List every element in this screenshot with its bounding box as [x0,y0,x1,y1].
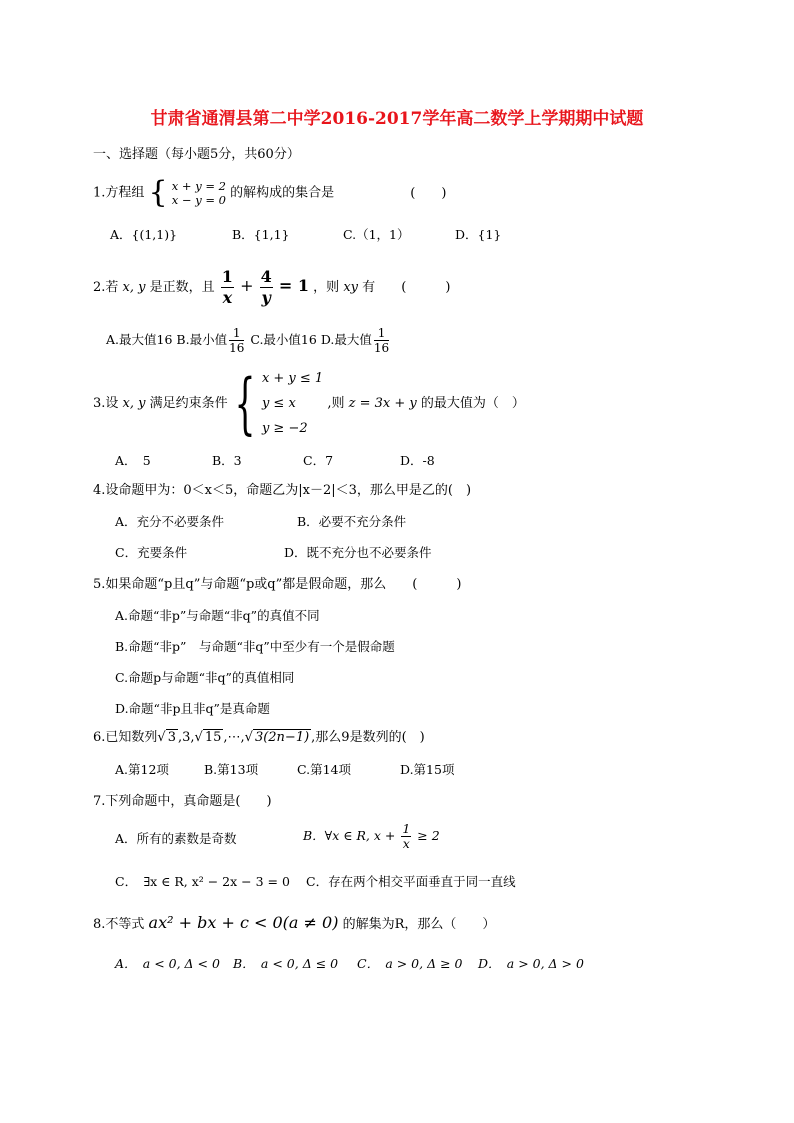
q2-option-b: B.最小值 [176,332,228,347]
q6-option-d: D.第15项 [400,762,455,777]
q1-option-b: B．{1,1} [232,227,290,242]
q6-sqrt-1: 3 [167,730,176,745]
question-6 [93,729,425,747]
q2-xy: xy [343,280,358,295]
q7-option-b-den: x [402,836,410,851]
q2-fraction-1-num: 1 [221,267,233,286]
q5-option-d: D.命题“非p且非q”是真命题 [115,701,270,716]
q8-prefix: 8.不等式 [93,917,145,932]
question-7: 7.下列命题中，真命题是( ) [93,794,272,809]
q2-option-b-num: 1 [229,326,244,341]
q2-fraction-1-den: x [222,288,233,307]
q7-option-c-1: C． ∃x ∈ R, x² − 2x − 3 = 0 [115,874,290,889]
question-5: 5.如果命题“p且q”与命题“p或q”都是假命题，那么 ( ) [93,577,462,592]
q6-sqrt-2: 15 [204,730,222,745]
q2-option-d: D.最大值 [320,332,372,347]
question-2 [93,267,450,308]
q2-option-d-fraction [374,326,389,355]
q7-option-c-2: C．存在两个相交平面垂直于同一直线 [306,874,516,889]
q1-suffix: 的解构成的集合是 [230,185,335,201]
q7-option-a: A．所有的素数是奇数 [115,831,237,846]
q5-option-a: A.命题“非p”与命题“非q”的真值不同 [115,608,320,623]
q3-objective-prefix: ,则 [327,396,345,411]
q3-option-a: A． 5 [115,453,151,468]
q2-fraction-2 [260,267,273,308]
q2-suffix-a: ，则 [313,280,340,295]
q1-prefix: 1.方程组 [93,185,145,201]
q3-constraint-3: y ≥ −2 [261,421,308,436]
q2-option-d-den: 16 [373,341,390,355]
q8-expression: ax² + bx + c < 0(a ≠ 0) [148,913,339,932]
q8-option-d: D． a > 0, Δ > 0 [478,956,584,971]
q2-option-b-fraction [229,326,244,355]
q6-option-a: A.第12项 [115,762,169,777]
q1-equation-system [172,179,226,207]
q6-prefix: 6.已知数列 [93,730,158,745]
q8-option-b: B． a < 0, Δ ≤ 0 [233,956,339,971]
q2-vars: x, y [122,280,146,295]
q2-option-b-den: 16 [229,341,245,355]
question-4: 4.设命题甲为：0＜x＜5，命题乙为|x－2|＜3，那么甲是乙的( ) [93,483,472,498]
q7-option-b-num: 1 [402,821,411,836]
q1-option-c: C.（1，1） [343,227,410,242]
q1-equation-2: x − y = 0 [171,193,226,207]
question-8 [93,914,495,934]
q2-option-d-num: 1 [374,326,389,341]
q2-suffix-b: 有 [362,280,376,295]
q4-option-d: D．既不充分也不必要条件 [284,545,432,560]
q3-constraint-2: y ≤ x [261,396,296,411]
q3-option-b: B．3 [212,453,242,468]
q2-prefix: 2.若 [93,280,119,295]
q6-mid-1: ,3, [177,730,195,745]
q1-answer-paren: ( ) [410,185,447,201]
q2-option-a: A.最大值16 [106,332,173,347]
q7-option-b-pre: B．∀x ∈ R, x + [303,828,396,843]
q5-option-b: B.命题“非p” 与命题“非q”中至少有一个是假命题 [115,639,395,654]
q1-option-a: A．{(1,1)} [110,227,178,242]
q6-suffix: ,那么9是数列的( ) [311,730,425,745]
q6-sqrt-3: 3(2n−1) [254,730,310,745]
q3-prefix: 3.设 [93,396,119,411]
q4-option-c: C．充要条件 [115,545,188,560]
question-3 [93,366,525,441]
q7-option-b [303,822,440,851]
sqrt-icon: √ [244,730,253,745]
q3-objective: z = 3x + y [348,396,417,411]
q8-option-a: A． a < 0, Δ < 0 [115,956,220,971]
brace-icon: { [148,175,168,210]
q6-option-c: C.第14项 [297,762,351,777]
q7-option-b-post: ≥ 2 [417,828,440,843]
q3-vars: x, y [122,396,146,411]
q3-option-c: C．7 [303,453,334,468]
q4-option-b: B．必要不充分条件 [297,514,407,529]
q3-mid: 满足约束条件 [149,396,228,411]
big-brace-icon: { [234,364,256,442]
q1-option-d: D．{1} [455,227,502,242]
q2-fraction-1 [221,267,234,308]
sqrt-icon: √ [194,730,203,745]
page-title: 甘肃省通渭县第二中学2016-2017学年高二数学上学期期中试题 [150,109,644,129]
q8-suffix: 的解集为R，那么（ ） [342,917,496,932]
q2-equals: = 1 [278,276,310,295]
q2-option-c: C.最小值16 [250,332,317,347]
q2-answer-paren: ( ) [401,280,451,295]
q1-equation-1: x + y = 2 [171,179,226,193]
q3-constraint-1: x + y ≤ 1 [261,371,324,386]
q5-option-c: C.命题p与命题“非q”的真值相同 [115,670,295,685]
q2-options [106,326,391,355]
section-heading: 一、选择题（每小题5分，共60分） [93,147,300,162]
q6-option-b: B.第13项 [204,762,259,777]
q3-constraints [262,366,323,441]
q2-mid: 是正数，且 [149,280,215,295]
q3-suffix: 的最大值为（ ） [420,396,525,411]
q6-mid-2: ,⋯, [223,730,245,745]
sqrt-icon: √ [157,730,166,745]
q2-fraction-2-den: y [261,288,271,307]
q3-option-d: D．-8 [400,453,435,468]
q2-fraction-2-num: 4 [260,267,272,286]
question-1 [93,175,447,210]
q8-option-c: C． a > 0, Δ ≥ 0 [357,956,463,971]
q4-option-a: A．充分不必要条件 [115,514,225,529]
q7-option-b-fraction [401,822,411,851]
q2-plus: + [240,276,254,295]
